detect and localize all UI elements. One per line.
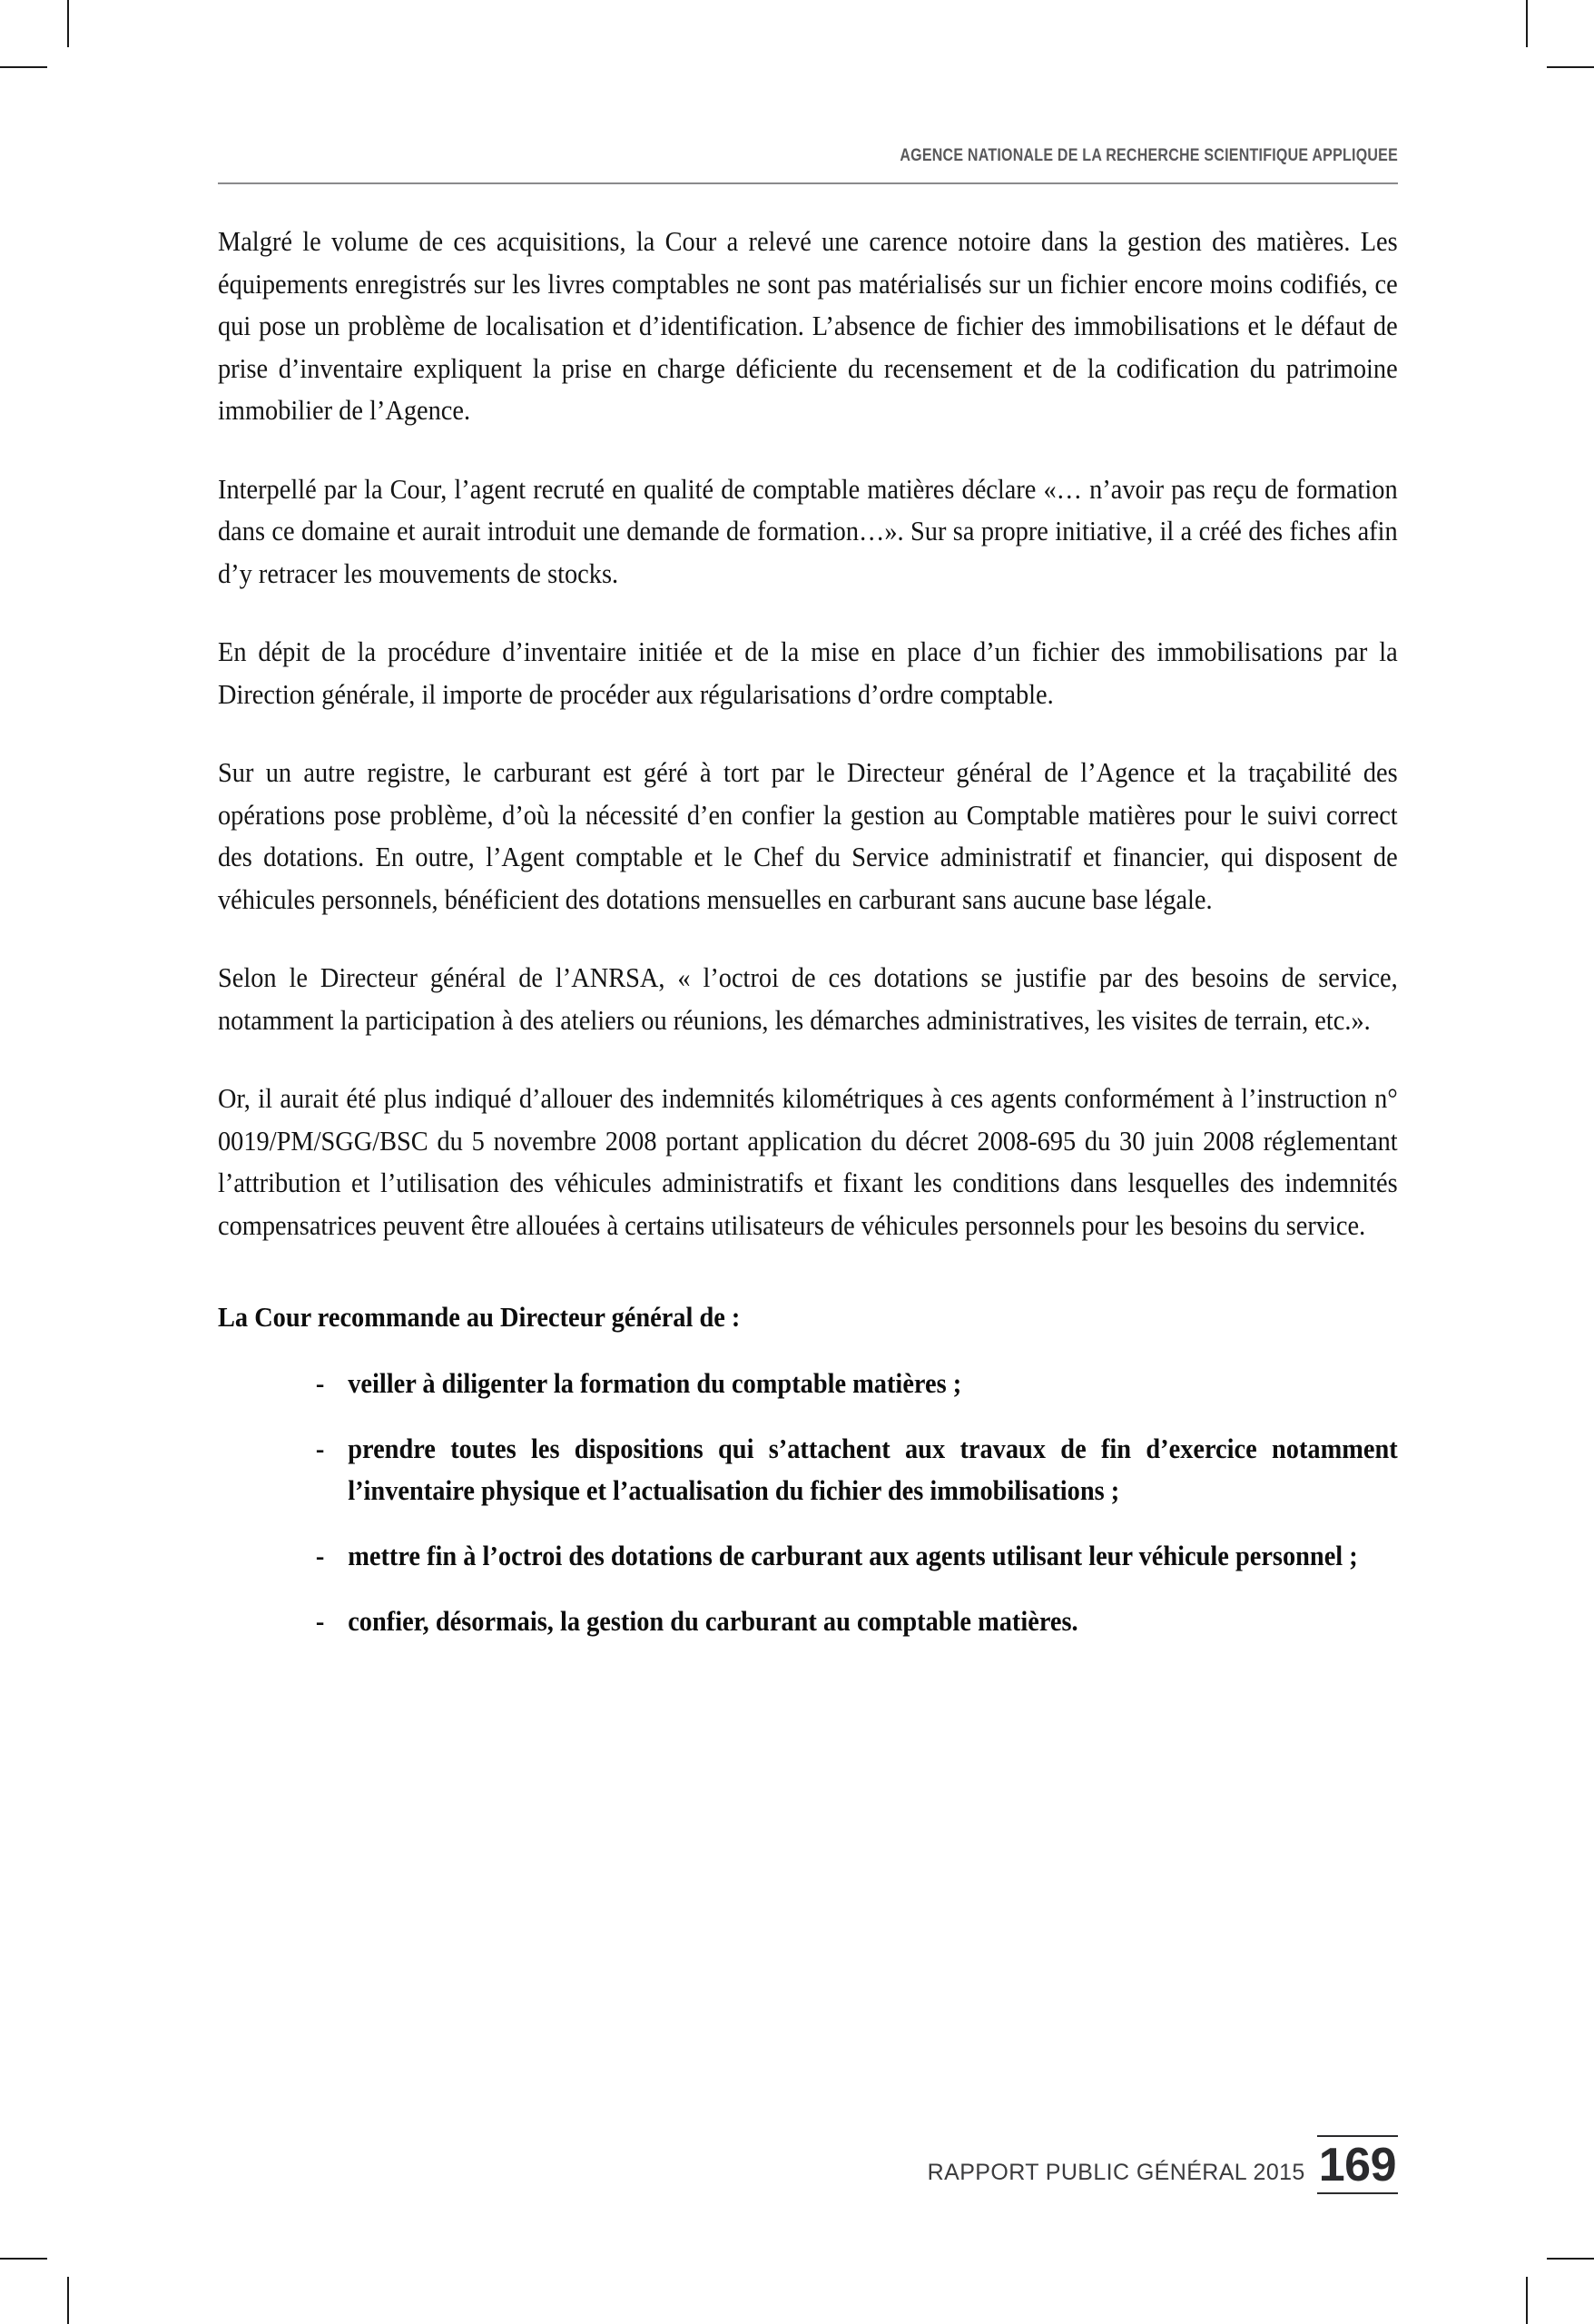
crop-mark-top-right-horizontal [1547,66,1594,68]
crop-mark-top-left-vertical [67,0,69,47]
bullet-dash-icon: - [315,1606,325,1637]
bullet-dash-icon: - [315,1368,325,1399]
list-item-text: confier, désormais, la gestion du carburant au comptable matières. [348,1606,1078,1637]
page-content [218,0,1398,2324]
recommendations-list [218,1363,1398,1642]
header-rule [218,182,1398,184]
paragraph: Interpellé par la Cour, l’agent recruté en qualité de comptable matières déclare «… n’avoir pas reçu de formation dans ce domaine et aurait introduit une demande de formation…». Sur sa propre initiative, il a créé des fiches afin d’y retracer les mouvements de stocks. [218,473,1398,589]
list-item [316,1428,1398,1512]
crop-mark-bottom-left-horizontal [0,2258,47,2260]
page-footer [218,2135,1398,2194]
crop-mark-bottom-left-vertical [67,2277,69,2324]
paragraph: En dépit de la procédure d’inventaire initiée et de la mise en place d’un fichier des immobilisations par la Direction générale, il importe de procéder aux régularisations d’ordre comptable. [218,636,1398,710]
list-item-text: prendre toutes les dispositions qui s’attachent aux travaux de fin d’exercice notamment l’inventaire physique et l’actualisation du fichier des immobilisations ; [348,1433,1398,1506]
paragraph: Malgré le volume de ces acquisitions, la Cour a relevé une carence notoire dans la gestion des matières. Les équipements enregistrés sur les livres comptables ne sont pas matérialisés sur un fichier encore moins codifiés, ce qui pose un problème de localisation et d’identification. L’absence de fichier des immobilisations et le défaut de prise d’inventaire expliquent la prise en charge déficiente du recensement et de la codification du patrimoine immobilier de l’Agence. [218,226,1398,426]
crop-mark-top-right-vertical [1526,0,1528,47]
crop-mark-bottom-right-vertical [1526,2277,1528,2324]
footer-label: RAPPORT PUBLIC GÉNÉRAL 2015 [927,2160,1305,2185]
running-head: AGENCE NATIONALE DE LA RECHERCHE SCIENTIFIQUE APPLIQUEE [900,145,1398,165]
paragraph: Selon le Directeur général de l’ANRSA, « l’octroi de ces dotations se justifie par des besoins de service, notamment la participation à des ateliers ou réunions, les démarches administratives, les visites de terrain, etc.». [218,962,1398,1036]
list-item-text: veiller à diligenter la formation du comptable matières ; [348,1368,962,1399]
crop-mark-top-left-horizontal [0,66,47,68]
bullet-dash-icon: - [315,1541,325,1571]
body-text [218,221,1398,1642]
list-item [316,1600,1398,1642]
page-number: 169 [1317,2135,1398,2194]
crop-mark-bottom-right-horizontal [1547,2258,1594,2260]
list-item [316,1535,1398,1577]
paragraph: Or, il aurait été plus indiqué d’allouer des indemnités kilométriques à ces agents conformément à l’instruction n° 0019/PM/SGG/BSC du 5 novembre 2008 portant application du décret 2008-695 du 30 juin 2008 réglementant l’attribution et l’utilisation des véhicules administratifs et fixant les conditions dans lesquelles des indemnités compensatrices peuvent être allouées à certains utilisateurs de véhicules personnels pour les besoins du service. [218,1083,1398,1241]
list-item [316,1363,1398,1404]
list-item-text: mettre fin à l’octroi des dotations de carburant aux agents utilisant leur véhicule personnel ; [348,1541,1358,1571]
paragraph: Sur un autre registre, le carburant est géré à tort par le Directeur général de l’Agence et la traçabilité des opérations pose problème, d’où la nécessité d’en confier la gestion au Comptable matières pour le suivi correct des dotations. En outre, l’Agent comptable et le Chef du Service administratif et financier, qui disposent de véhicules personnels, bénéficient des dotations mensuelles en carburant sans aucune base légale. [218,757,1398,915]
recommendations-heading: La Cour recommande au Directeur général de : [218,1302,741,1333]
bullet-dash-icon: - [315,1433,325,1464]
